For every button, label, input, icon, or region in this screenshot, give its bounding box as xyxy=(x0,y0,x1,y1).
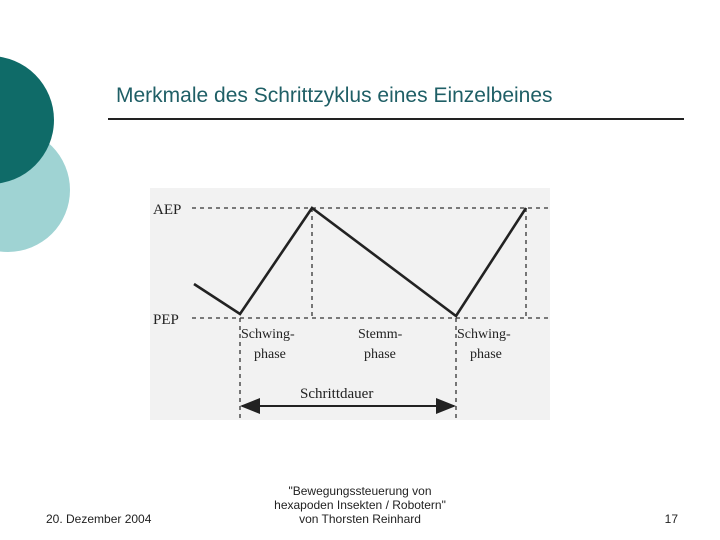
duration-label: Schrittdauer xyxy=(300,386,374,402)
phase-1-line1: Schwing- xyxy=(241,327,295,342)
footer-date: 20. Dezember 2004 xyxy=(46,512,152,526)
step-cycle-svg xyxy=(150,188,550,420)
phase-2-line1: Stemm- xyxy=(358,327,403,342)
pep-label: PEP xyxy=(153,312,179,328)
phase-3-line2: phase xyxy=(470,347,502,362)
page-number: 17 xyxy=(664,512,678,526)
footer-citation-line-3: von Thorsten Reinhard xyxy=(299,512,421,526)
slide-title: Merkmale des Schrittzyklus eines Einzelbeines xyxy=(116,84,553,107)
title-underline xyxy=(108,118,684,120)
phase-1-line2: phase xyxy=(254,347,286,362)
footer-citation-line-2: hexapoden Insekten / Robotern" xyxy=(274,498,446,512)
leg-position-curve xyxy=(194,208,526,316)
phase-3-line1: Schwing- xyxy=(457,327,511,342)
footer-citation xyxy=(230,484,490,526)
step-cycle-diagram xyxy=(150,188,550,420)
footer-citation-line-1: "Bewegungssteuerung von xyxy=(288,484,432,498)
phase-2-line2: phase xyxy=(364,347,396,362)
decorative-circles xyxy=(0,0,120,300)
aep-label: AEP xyxy=(153,202,182,218)
